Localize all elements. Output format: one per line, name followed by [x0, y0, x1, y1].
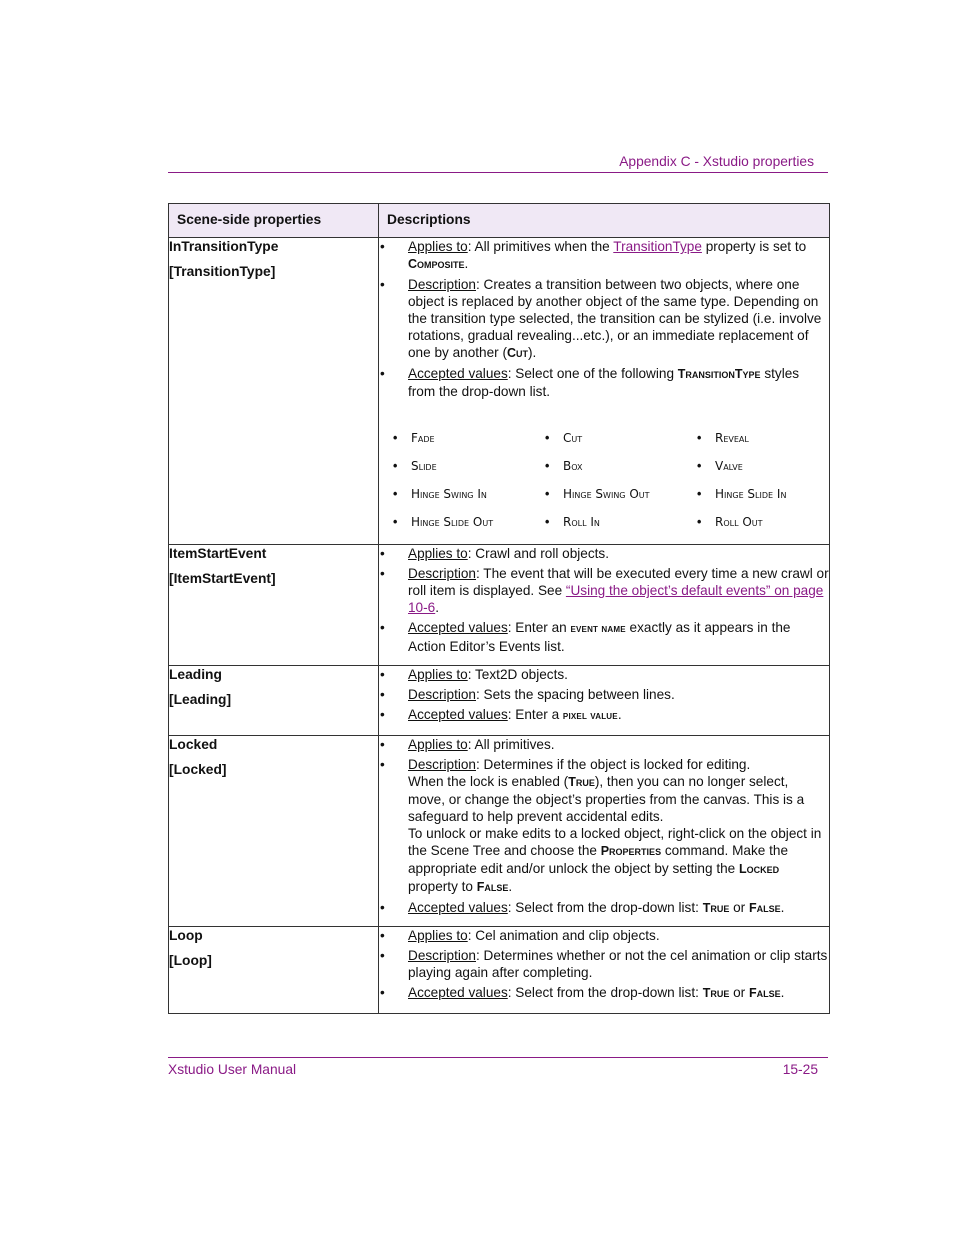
property-alias: [TransitionType]: [169, 264, 276, 279]
table-header-row: [169, 204, 830, 238]
list-item: • Description: Determines whether or not the cel animation or clip starts playing again after completing.: [380, 948, 828, 980]
properties-table: [168, 203, 830, 1014]
description-cell: [379, 238, 830, 545]
table-row: [169, 736, 830, 927]
style-item: • Roll Out: [697, 515, 763, 529]
style-item: • Roll In: [545, 515, 600, 529]
property-alias: [Leading]: [169, 692, 232, 707]
default-events-link[interactable]: “Using the object’s default events” on page 10-6: [408, 583, 824, 615]
footer-manual-title: Xstudio User Manual: [168, 1062, 297, 1077]
list-item: • Applies to: All primitives.: [380, 737, 555, 752]
transitiontype-link[interactable]: TransitionType: [613, 239, 702, 254]
transition-styles-grid: [393, 430, 829, 531]
property-cell: [169, 545, 379, 666]
list-item: • Accepted values: Enter an event name exactly as it appears in the Action Editor’s Events list.: [380, 620, 791, 654]
list-item: • Applies to: Cel animation and clip objects.: [380, 928, 660, 943]
description-cell: [379, 666, 830, 736]
description-cell: [379, 545, 830, 666]
property-cell: [169, 927, 379, 1014]
property-cell: [169, 666, 379, 736]
property-name: ItemStartEvent: [169, 546, 267, 561]
list-item: • Description: Creates a transition between two objects, where one object is replaced by another object of the same type. Depending on the transition type selected, the transition can be stylized (i.e. involve rotations, gradual revealing...etc.), or an immediate replacement of one by another (Cut).: [380, 277, 822, 360]
col-header-properties: Scene-side properties: [169, 204, 379, 238]
page-header: [168, 153, 828, 173]
list-item: • Description: Determines if the object is locked for editing. When the lock is enabled (True), then you can no longer select, move, or change the object’s properties from the canvas. This is a safeguard to help prevent accidental edits. To unlock or make edits to a locked object, right-click on the object in the Scene Tree and choose the Properties command. Make the appropriate edit and/or unlock the object by setting the Locked property to False.: [380, 757, 822, 894]
property-alias: [Locked]: [169, 762, 227, 777]
style-item: • Hinge Slide Out: [393, 515, 494, 529]
property-name: InTransitionType: [169, 239, 279, 254]
table-row: [169, 927, 830, 1014]
style-item: • Hinge Slide In: [697, 487, 787, 501]
list-item: • Accepted values: Select from the drop-down list: True or False.: [380, 900, 785, 915]
style-item: • Hinge Swing Out: [545, 487, 650, 501]
col-header-descriptions: Descriptions: [379, 204, 830, 238]
property-name: Locked: [169, 737, 218, 752]
style-item: • Slide: [393, 459, 437, 473]
style-item: • Valve: [697, 459, 743, 473]
property-cell: [169, 736, 379, 927]
list-item: • Accepted values: Select one of the following TransitionType styles from the drop-down list.: [380, 366, 800, 399]
page-number: 15-25: [782, 1062, 818, 1077]
style-item: • Fade: [393, 431, 435, 445]
property-alias: [Loop]: [169, 953, 212, 968]
list-item: • Applies to: Text2D objects.: [380, 667, 568, 682]
property-cell: [169, 238, 379, 545]
style-item: • Box: [545, 459, 583, 473]
description-cell: [379, 736, 830, 927]
list-item: • Applies to: All primitives when the TransitionType property is set to Composite.: [380, 239, 807, 271]
list-item: • Description: The event that will be executed every time a new crawl or roll item is displayed. See “Using the object’s default events” on page 10-6.: [380, 566, 829, 615]
list-item: • Accepted values: Select from the drop-down list: True or False.: [380, 985, 785, 1000]
style-item: • Cut: [545, 431, 583, 445]
style-item: • Reveal: [697, 431, 749, 445]
style-item: • Hinge Swing In: [393, 487, 487, 501]
list-item: • Description: Sets the spacing between lines.: [380, 687, 675, 702]
description-cell: [379, 927, 830, 1014]
property-name: Loop: [169, 928, 203, 943]
table-row: [169, 238, 830, 545]
property-name: Leading: [169, 667, 222, 682]
table-row: [169, 545, 830, 666]
page-footer: [168, 1057, 828, 1077]
table-row: [169, 666, 830, 736]
property-alias: [ItemStartEvent]: [169, 571, 276, 586]
list-item: • Applies to: Crawl and roll objects.: [380, 546, 609, 561]
header-title: Appendix C - Xstudio properties: [619, 154, 814, 169]
list-item: • Accepted values: Enter a pixel value.: [380, 707, 622, 722]
